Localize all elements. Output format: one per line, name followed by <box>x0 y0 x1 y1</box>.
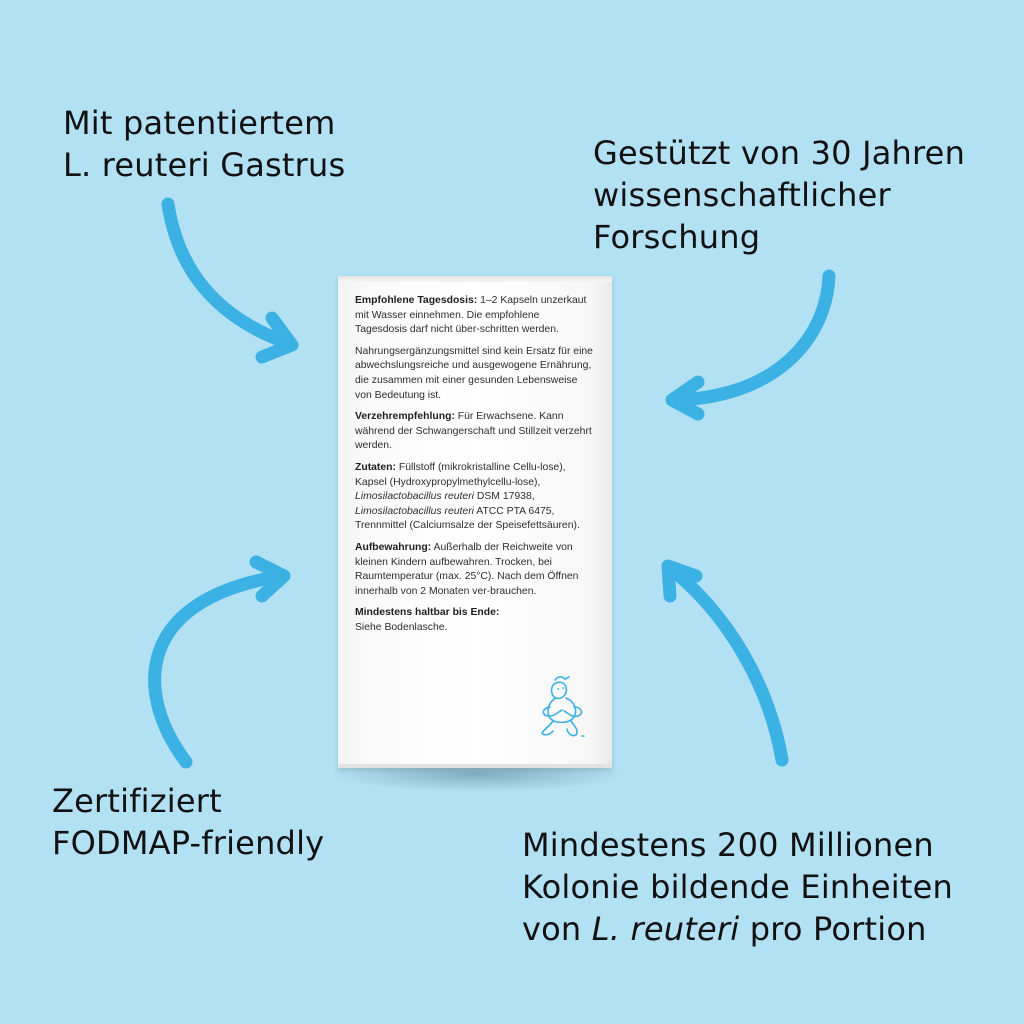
label-body: Siehe Bodenlasche. <box>355 621 448 633</box>
label-strain: Limosilactobacillus reuteri <box>355 491 474 503</box>
box-bottom-edge <box>338 764 612 768</box>
label-best-before <box>355 606 593 635</box>
label-body: ATCC PTA 6475, Trennmittel (Calciumsalze der Speisefettsäuren). <box>355 505 580 532</box>
label-heading: Verzehrempfehlung: <box>355 411 455 423</box>
arrow-bottom-right-icon <box>668 566 782 760</box>
callout-cfu <box>522 824 953 950</box>
callout-line: Forschung <box>593 218 761 256</box>
callout-line: Mindestens 200 Millionen <box>522 826 934 864</box>
callout-text: pro Portion <box>739 910 927 948</box>
label-body: Für Erwachsene. Kann während der Schwangerschaft und Stillzeit verzehrt werden. <box>355 411 592 452</box>
label-body: Außerhalb der Reichweite von kleinen Kindern aufbewahren. Trocken, bei Raumtemperatur (max. 25°C). Nach dem Öffnen innerhalb von 2 Monaten ver-brauchen. <box>355 541 579 597</box>
arrow-top-left-icon <box>168 204 292 357</box>
callout-line <box>522 908 953 950</box>
callout-line: FODMAP-friendly <box>52 824 325 862</box>
callout-line: Mit patentiertem <box>63 104 336 142</box>
label-consumption <box>355 410 593 454</box>
label-body: DSM 17938, <box>473 491 535 503</box>
product-box <box>338 276 612 768</box>
callout-line: Zertifiziert <box>52 782 222 820</box>
label-storage <box>355 541 593 599</box>
label-heading: Aufbewahrung: <box>355 541 432 553</box>
label-heading: Empfohlene Tagesdosis: <box>355 295 478 306</box>
box-top-edge <box>338 276 612 282</box>
product-label-text <box>355 294 593 642</box>
label-body: Füllstoff (mikrokristalline Cellu-lose), Kapsel (Hydroxypropylmethylcellu-lose), <box>355 461 566 488</box>
label-body: 1–2 Kapseln unzerkaut mit Wasser einnehmen. Die empfohlene Tagesdosis darf nicht über-schritten werden. <box>355 295 587 336</box>
arrow-top-right-icon <box>672 276 829 414</box>
callout-fodmap <box>52 780 324 864</box>
callout-patented-strain <box>63 102 345 186</box>
callout-italic-strain: L. reuteri <box>591 910 740 948</box>
callout-text: von <box>522 910 592 948</box>
callout-line: L. reuteri Gastrus <box>63 146 346 184</box>
callout-research <box>593 132 965 258</box>
callout-line: Kolonie bildende Einheiten <box>522 868 953 906</box>
callout-line: wissenschaftlicher <box>593 176 891 214</box>
label-dosage <box>355 294 593 338</box>
label-strain: Limosilactobacillus reuteri <box>355 505 474 517</box>
label-disclaimer: Nahrungsergänzungsmittel sind kein Ersatz für eine abwechslungsreiche und ausgewogene Ernährung, die zusammen mit einer gesunden Lebensweise von Bedeutung ist. <box>355 345 593 401</box>
label-ingredients <box>355 461 593 534</box>
callout-line: Gestützt von 30 Jahren <box>593 134 966 172</box>
arrow-bottom-left-icon <box>155 562 284 762</box>
label-heading: Mindestens haltbar bis Ende: <box>355 607 500 619</box>
label-heading: Zutaten: <box>355 461 396 473</box>
mascot-icon <box>538 674 590 742</box>
